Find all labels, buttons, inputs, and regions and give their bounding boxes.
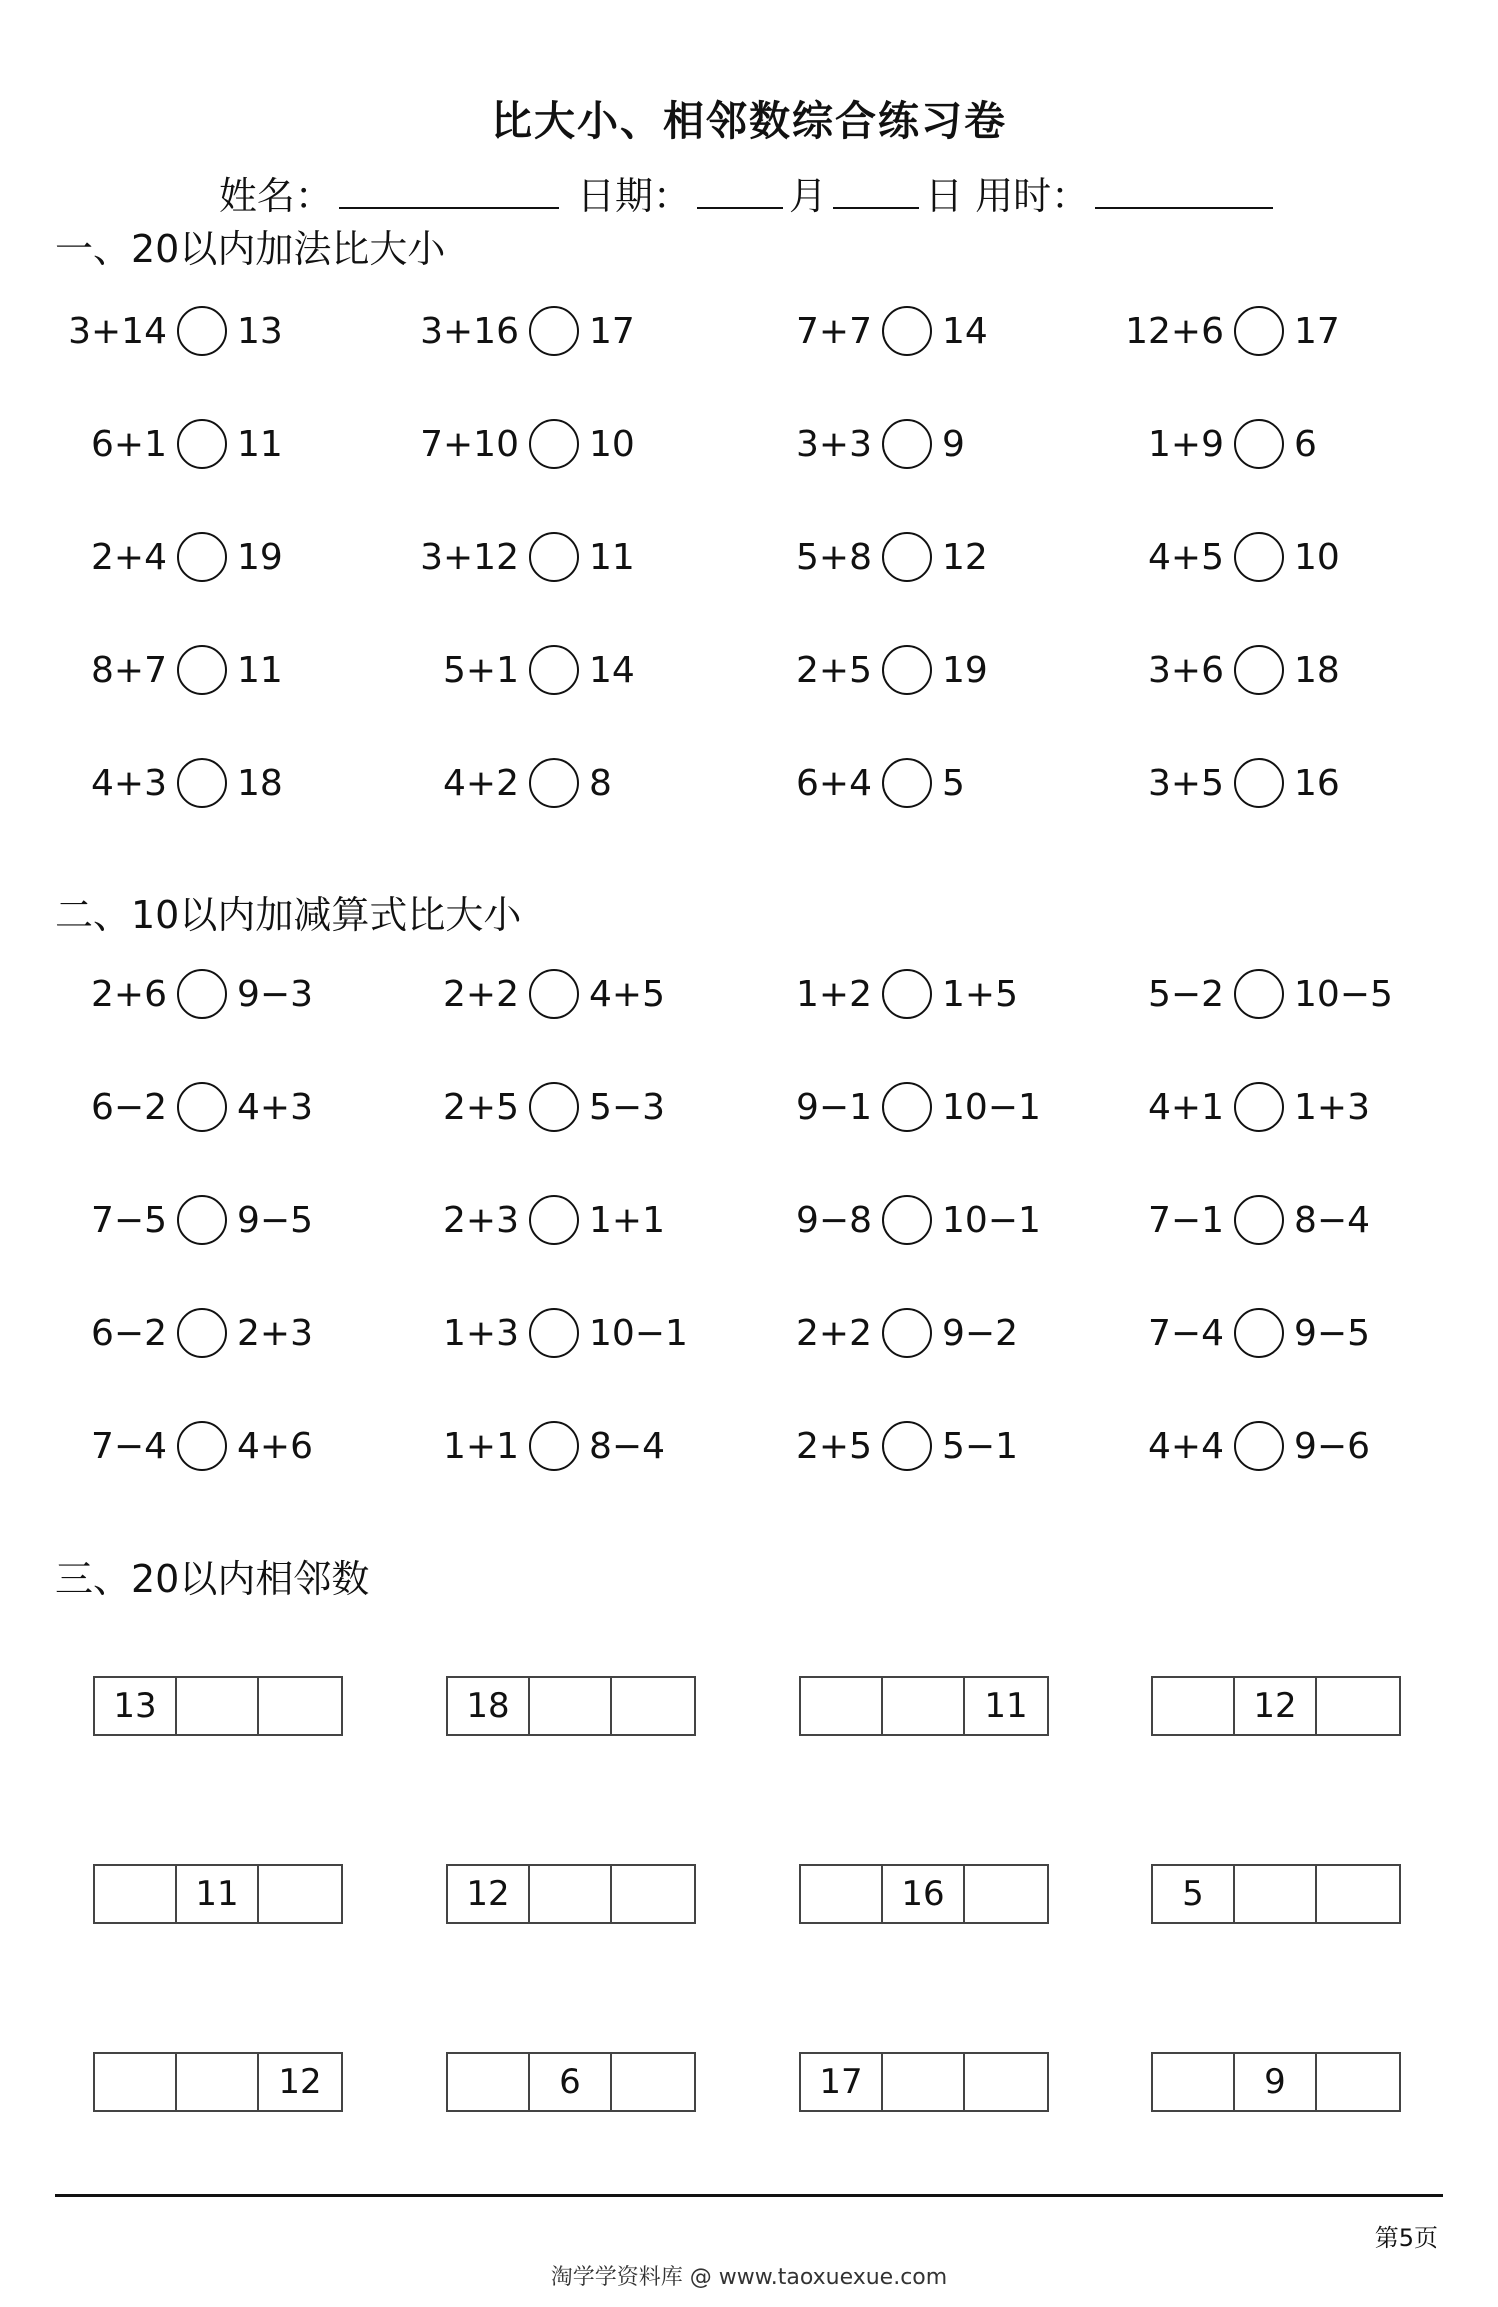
right-expression: 10−1	[942, 1199, 1041, 1241]
neighbor-number-boxes	[1151, 1676, 1401, 1736]
comparison-problem	[55, 1077, 313, 1137]
comparison-problem	[407, 527, 635, 587]
comparison-problem	[760, 964, 1018, 1024]
answer-circle[interactable]	[177, 969, 227, 1019]
answer-cell[interactable]	[965, 1866, 1047, 1922]
given-number-cell: 6	[530, 2054, 612, 2110]
right-expression: 14	[942, 310, 988, 352]
watermark: 淘学学资料库 @ www.taoxuexue.com	[550, 2265, 948, 2290]
right-expression: 19	[237, 536, 283, 578]
comparison-problem	[407, 964, 665, 1024]
right-expression: 10−1	[589, 1312, 688, 1354]
answer-circle[interactable]	[1234, 969, 1284, 1019]
right-expression: 1+1	[589, 1199, 665, 1241]
neighbor-number-boxes	[1151, 1864, 1401, 1924]
right-expression: 1+5	[942, 973, 1018, 1015]
left-expression: 9−8	[796, 1199, 872, 1241]
comparison-problem	[760, 753, 965, 813]
left-expression: 5+8	[796, 536, 872, 578]
answer-circle[interactable]	[529, 969, 579, 1019]
left-expression: 3+5	[1148, 762, 1224, 804]
left-expression: 1+3	[443, 1312, 519, 1354]
left-expression: 2+4	[91, 536, 167, 578]
comparison-problem	[55, 964, 313, 1024]
given-number-cell: 12	[448, 1866, 530, 1922]
neighbor-number-boxes	[1151, 2052, 1401, 2112]
answer-circle[interactable]	[1234, 306, 1284, 356]
answer-cell[interactable]	[1317, 1678, 1399, 1734]
answer-circle[interactable]	[177, 532, 227, 582]
left-expression: 7−4	[1148, 1312, 1224, 1354]
answer-circle[interactable]	[177, 306, 227, 356]
section-1-heading: 一、20以内加法比大小	[55, 227, 446, 271]
answer-circle[interactable]	[177, 1308, 227, 1358]
day-label: 日	[925, 174, 964, 218]
answer-circle[interactable]	[1234, 1082, 1284, 1132]
answer-cell[interactable]	[530, 1866, 612, 1922]
answer-cell[interactable]	[177, 2054, 259, 2110]
comparison-problem	[1112, 301, 1340, 361]
left-expression: 4+3	[91, 762, 167, 804]
left-expression: 7−5	[91, 1199, 167, 1241]
left-expression: 4+5	[1148, 536, 1224, 578]
left-expression: 12+6	[1125, 310, 1224, 352]
comparison-problem	[55, 753, 283, 813]
comparison-problem	[407, 640, 635, 700]
given-number-cell: 12	[278, 2062, 322, 2102]
right-expression: 4+3	[237, 1086, 313, 1128]
answer-circle[interactable]	[1234, 758, 1284, 808]
answer-cell[interactable]	[965, 2054, 1047, 2110]
neighbor-number-boxes	[799, 1864, 1049, 1924]
right-expression: 9−5	[237, 1199, 313, 1241]
left-expression: 3+6	[1148, 649, 1224, 691]
neighbor-number-boxes	[93, 1676, 343, 1736]
left-expression: 2+5	[443, 1086, 519, 1128]
answer-circle[interactable]	[1234, 1421, 1284, 1471]
neighbor-number-boxes	[446, 2052, 696, 2112]
comparison-problem	[55, 1416, 313, 1476]
answer-cell[interactable]	[883, 2054, 965, 2110]
answer-circle[interactable]	[882, 1082, 932, 1132]
answer-circle[interactable]	[177, 645, 227, 695]
answer-cell[interactable]	[612, 1866, 694, 1922]
answer-cell[interactable]	[801, 1866, 883, 1922]
answer-cell[interactable]	[1235, 1866, 1317, 1922]
comparison-problem	[1112, 414, 1317, 474]
neighbor-number-boxes	[93, 1864, 343, 1924]
right-expression: 10	[1294, 536, 1340, 578]
answer-circle[interactable]	[529, 1421, 579, 1471]
answer-circle[interactable]	[882, 1195, 932, 1245]
left-expression: 4+1	[1148, 1086, 1224, 1128]
time-blank[interactable]	[1095, 171, 1273, 209]
given-number-cell: 12	[1235, 1678, 1317, 1734]
page-title: 比大小、相邻数综合练习卷	[491, 97, 1007, 145]
right-expression: 10	[589, 423, 635, 465]
comparison-problem	[407, 1077, 665, 1137]
right-expression: 8	[589, 762, 612, 804]
answer-circle[interactable]	[882, 1421, 932, 1471]
right-expression: 18	[237, 762, 283, 804]
comparison-problem	[1112, 1190, 1370, 1250]
comparison-problem	[55, 640, 283, 700]
comparison-problem	[760, 414, 965, 474]
comparison-problem	[760, 1077, 1041, 1137]
day-blank[interactable]	[833, 171, 919, 209]
comparison-problem	[760, 640, 988, 700]
neighbor-number-boxes	[446, 1864, 696, 1924]
right-expression: 11	[237, 423, 283, 465]
comparison-problem	[760, 1303, 1018, 1363]
comparison-problem	[760, 527, 988, 587]
comparison-problem	[760, 1416, 1018, 1476]
right-expression: 8−4	[1294, 1199, 1370, 1241]
name-blank[interactable]	[339, 171, 559, 209]
right-expression: 6	[1294, 423, 1317, 465]
section-2-heading: 二、10以内加减算式比大小	[55, 893, 522, 937]
answer-circle[interactable]	[529, 306, 579, 356]
comparison-problem	[1112, 640, 1340, 700]
answer-circle[interactable]	[529, 1308, 579, 1358]
left-expression: 7−4	[91, 1425, 167, 1467]
answer-cell[interactable]	[1317, 2054, 1399, 2110]
answer-circle[interactable]	[529, 532, 579, 582]
answer-cell[interactable]	[1153, 2054, 1235, 2110]
answer-cell[interactable]	[259, 1678, 341, 1734]
given-number-cell: 18	[448, 1678, 530, 1734]
answer-circle[interactable]	[1234, 1308, 1284, 1358]
given-number-cell: 16	[883, 1866, 965, 1922]
right-expression: 14	[589, 649, 635, 691]
neighbor-number-boxes	[446, 1676, 696, 1736]
left-expression: 6+1	[91, 423, 167, 465]
answer-circle[interactable]	[882, 969, 932, 1019]
answer-circle[interactable]	[882, 532, 932, 582]
month-label: 月	[788, 174, 827, 218]
date-label: 日期：	[576, 174, 691, 218]
right-expression: 1+3	[1294, 1086, 1370, 1128]
right-expression: 9−6	[1294, 1425, 1370, 1467]
neighbor-number-boxes	[93, 2052, 343, 2112]
comparison-problem	[55, 1190, 313, 1250]
given-number-cell: 5	[1153, 1866, 1235, 1922]
answer-cell[interactable]	[259, 1866, 341, 1922]
answer-circle[interactable]	[882, 306, 932, 356]
comparison-problem	[407, 753, 612, 813]
comparison-problem	[55, 527, 283, 587]
comparison-problem	[407, 414, 635, 474]
left-expression: 1+1	[443, 1425, 519, 1467]
left-expression: 3+14	[68, 310, 167, 352]
right-expression: 5−1	[942, 1425, 1018, 1467]
comparison-problem	[1112, 753, 1340, 813]
comparison-problem	[407, 301, 635, 361]
left-expression: 5+1	[443, 649, 519, 691]
left-expression: 6−2	[91, 1086, 167, 1128]
answer-cell[interactable]	[612, 1678, 694, 1734]
left-expression: 7−1	[1148, 1199, 1224, 1241]
comparison-problem	[407, 1303, 688, 1363]
page-number: 第5页	[1374, 2224, 1438, 2252]
answer-circle[interactable]	[177, 1195, 227, 1245]
right-expression: 11	[237, 649, 283, 691]
right-expression: 2+3	[237, 1312, 313, 1354]
answer-circle[interactable]	[1234, 645, 1284, 695]
right-expression: 10−1	[942, 1086, 1041, 1128]
comparison-problem	[760, 301, 988, 361]
left-expression: 9−1	[796, 1086, 872, 1128]
comparison-problem	[407, 1416, 665, 1476]
given-number-cell: 13	[95, 1678, 177, 1734]
comparison-problem	[760, 1190, 1041, 1250]
right-expression: 10−5	[1294, 973, 1393, 1015]
answer-cell[interactable]	[177, 1678, 259, 1734]
answer-cell[interactable]	[1153, 1678, 1235, 1734]
answer-cell[interactable]	[612, 2054, 694, 2110]
right-expression: 17	[589, 310, 635, 352]
answer-circle[interactable]	[177, 1421, 227, 1471]
comparison-problem	[55, 301, 283, 361]
answer-circle[interactable]	[1234, 532, 1284, 582]
left-expression: 4+2	[443, 762, 519, 804]
left-expression: 3+16	[420, 310, 519, 352]
left-expression: 2+5	[796, 1425, 872, 1467]
given-number-cell: 9	[1235, 2054, 1317, 2110]
left-expression: 5−2	[1148, 973, 1224, 1015]
comparison-problem	[55, 414, 283, 474]
name-label: 姓名：	[218, 174, 333, 218]
section-3-heading: 三、20以内相邻数	[55, 1557, 370, 1601]
right-expression: 5−3	[589, 1086, 665, 1128]
right-expression: 5	[942, 762, 965, 804]
right-expression: 9−3	[237, 973, 313, 1015]
left-expression: 1+2	[796, 973, 872, 1015]
student-info-line	[0, 165, 1498, 220]
given-number-cell: 11	[984, 1686, 1028, 1726]
right-expression: 9	[942, 423, 965, 465]
right-expression: 9−2	[942, 1312, 1018, 1354]
answer-cell[interactable]	[448, 2054, 530, 2110]
left-expression: 7+7	[796, 310, 872, 352]
left-expression: 8+7	[91, 649, 167, 691]
answer-circle[interactable]	[177, 419, 227, 469]
right-expression: 13	[237, 310, 283, 352]
answer-circle[interactable]	[529, 419, 579, 469]
given-number-cell: 11	[177, 1866, 259, 1922]
comparison-problem	[1112, 527, 1340, 587]
left-expression: 2+6	[91, 973, 167, 1015]
right-expression: 19	[942, 649, 988, 691]
comparison-problem	[55, 1303, 313, 1363]
comparison-problem	[1112, 1077, 1370, 1137]
left-expression: 6−2	[91, 1312, 167, 1354]
answer-circle[interactable]	[1234, 419, 1284, 469]
right-expression: 12	[942, 536, 988, 578]
answer-circle[interactable]	[882, 758, 932, 808]
answer-cell[interactable]	[95, 2054, 177, 2110]
answer-cell[interactable]	[1317, 1866, 1399, 1922]
right-expression: 8−4	[589, 1425, 665, 1467]
left-expression: 2+2	[796, 1312, 872, 1354]
answer-circle[interactable]	[529, 645, 579, 695]
right-expression: 16	[1294, 762, 1340, 804]
answer-circle[interactable]	[177, 1082, 227, 1132]
answer-cell[interactable]	[883, 1678, 965, 1734]
answer-circle[interactable]	[529, 1082, 579, 1132]
right-expression: 9−5	[1294, 1312, 1370, 1354]
left-expression: 7+10	[420, 423, 519, 465]
comparison-problem	[1112, 964, 1393, 1024]
left-expression: 2+3	[443, 1199, 519, 1241]
answer-cell[interactable]	[801, 1678, 883, 1734]
right-expression: 11	[589, 536, 635, 578]
answer-cell[interactable]	[95, 1866, 177, 1922]
answer-circle[interactable]	[1234, 1195, 1284, 1245]
answer-circle[interactable]	[882, 419, 932, 469]
left-expression: 3+12	[420, 536, 519, 578]
right-expression: 4+6	[237, 1425, 313, 1467]
left-expression: 6+4	[796, 762, 872, 804]
comparison-problem	[407, 1190, 665, 1250]
comparison-problem	[1112, 1303, 1370, 1363]
left-expression: 2+5	[796, 649, 872, 691]
answer-circle[interactable]	[177, 758, 227, 808]
answer-circle[interactable]	[529, 1195, 579, 1245]
right-expression: 18	[1294, 649, 1340, 691]
given-number-cell: 17	[801, 2054, 883, 2110]
left-expression: 1+9	[1148, 423, 1224, 465]
time-label: 用时：	[975, 174, 1090, 218]
right-expression: 4+5	[589, 973, 665, 1015]
comparison-problem	[1112, 1416, 1370, 1476]
answer-circle[interactable]	[882, 645, 932, 695]
left-expression: 2+2	[443, 973, 519, 1015]
neighbor-number-boxes	[799, 1676, 1049, 1736]
answer-cell[interactable]	[530, 1678, 612, 1734]
left-expression: 4+4	[1148, 1425, 1224, 1467]
footer-divider	[55, 2194, 1443, 2197]
left-expression: 3+3	[796, 423, 872, 465]
month-blank[interactable]	[697, 171, 783, 209]
answer-circle[interactable]	[529, 758, 579, 808]
answer-circle[interactable]	[882, 1308, 932, 1358]
right-expression: 17	[1294, 310, 1340, 352]
neighbor-number-boxes	[799, 2052, 1049, 2112]
